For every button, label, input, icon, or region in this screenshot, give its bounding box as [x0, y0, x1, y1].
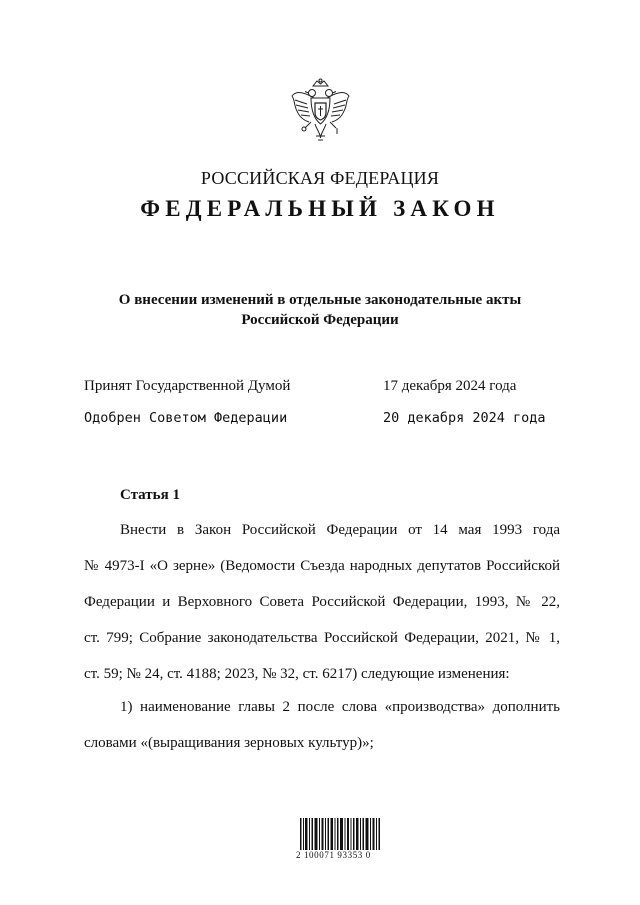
council-label: Одобрен Советом Федерации [84, 410, 288, 426]
title-line-2: Российской Федерации [241, 312, 399, 328]
article-line-5: ст. 59; № 24, ст. 4188; 2023, № 32, ст. 6217) следующие изменения: [84, 666, 510, 682]
coat-of-arms-icon [289, 78, 352, 144]
barcode-icon [300, 818, 380, 850]
council-date: 20 декабря 2024 года [383, 410, 546, 426]
title-line-1: О внесении изменений в отдельные законодательные акты [118, 292, 522, 308]
state-name: РОССИЙСКАЯ ФЕДЕРАЦИЯ [200, 168, 440, 188]
document-type: ФЕДЕРАЛЬНЫЙ ЗАКОН [140, 196, 500, 221]
article-line-4: ст. 799; Собрание законодательства Российской Федерации, 2021, № 1, [84, 630, 560, 646]
document-title [0, 290, 640, 330]
article-line-1: Внести в Закон Российской Федерации от 14 мая 1993 года [120, 522, 560, 538]
barcode-number: 2 100071 93353 0 [296, 850, 371, 860]
duma-label: Принят Государственной Думой [84, 378, 291, 394]
article-line-7: словами «(выращивания зерновых культур)»; [84, 735, 374, 751]
article-line-6: 1) наименование главы 2 после слова «производства» дополнить [120, 699, 560, 715]
article-line-3: Федерации и Верховного Совета Российской Федерации, 1993, № 22, [84, 594, 560, 610]
duma-date: 17 декабря 2024 года [383, 378, 517, 394]
article-heading: Статья 1 [120, 487, 180, 503]
article-line-2: № 4973-I «О зерне» (Ведомости Съезда народных депутатов Российской [84, 558, 560, 574]
